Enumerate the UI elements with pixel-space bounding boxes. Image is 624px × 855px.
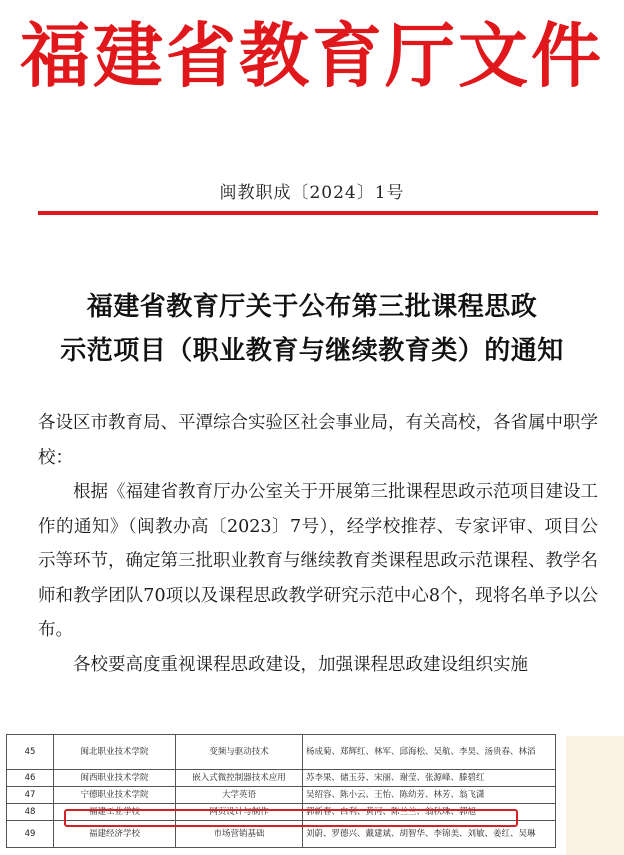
document-number: 闽教职成〔2024〕1号: [219, 183, 405, 203]
row-number: 46: [7, 770, 54, 787]
members-cell: 吴绍容、陈小云、王怡、陈幼芳、林芳、翁飞潇: [303, 787, 556, 804]
body-paragraph-2: 各校要高度重视课程思政建设，加强课程思政建设组织实施: [73, 654, 528, 675]
table-row: [7, 787, 556, 804]
page-gap: [0, 704, 624, 734]
table-row: [7, 735, 556, 770]
project-cell: 市场营销基础: [176, 821, 303, 848]
notice-body: [38, 406, 598, 682]
masthead-title: 福建省教育厅文件: [20, 14, 604, 97]
project-cell: 大学英语: [176, 787, 303, 804]
table-row: [7, 770, 556, 787]
notice-title-line-1: 福建省教育厅关于公布第三批课程思政: [86, 292, 538, 322]
side-shade: [566, 736, 624, 855]
table-row: [7, 821, 556, 848]
members-cell: 苏李果、储玉芬、宋丽、谢莹、张源峰、滕碧红: [303, 770, 556, 787]
school-cell: 闽西职业技术学院: [54, 770, 176, 787]
red-divider: [38, 211, 598, 215]
project-cell: 网页设计与制作: [176, 804, 303, 821]
body-paragraph-1: 根据《福建省教育厅办公室关于开展第三批课程思政示范项目建设工作的通知》（闽教办高〔2023〕7号），经学校推荐、专家评审、项目公示等环节，确定第三批职业教育与继续教育类课程思政示范课程、教学名师和教学团队70项以及课程思政教学研究示范中心8个，现将名单予以公布。: [38, 482, 598, 640]
school-cell: 福建工业学校: [54, 804, 176, 821]
project-table-excerpt: [6, 734, 556, 848]
addressee-paragraph: 各设区市教育局、平潭综合实验区社会事业局，有关高校，各省属中职学校：: [38, 413, 598, 468]
members-cell: 杨成菊、郑辉红、林军、邱海松、吴航、李昊、汤贵春、林滔: [303, 735, 556, 770]
project-cell: 变频与驱动技术: [176, 735, 303, 770]
school-cell: 宁德职业技术学院: [54, 787, 176, 804]
project-table: [6, 734, 556, 848]
school-cell: 福建经济学校: [54, 821, 176, 848]
members-cell: 郭新春、白利、黄河、陈兰兰、翁秋珠、郭旭: [303, 804, 556, 821]
members-cell: 刘蔚、罗德兴、戴建斌、胡智华、李锦美、刘敏、姜红、吴琳: [303, 821, 556, 848]
project-cell: 嵌入式微控制器技术应用: [176, 770, 303, 787]
row-number: 48: [7, 804, 54, 821]
school-cell: 闽北职业技术学院: [54, 735, 176, 770]
row-number: 45: [7, 735, 54, 770]
row-number: 49: [7, 821, 54, 848]
notice-title-line-2: 示范项目（职业教育与继续教育类）的通知: [60, 336, 564, 366]
row-number: 47: [7, 787, 54, 804]
table-row-highlighted: [7, 804, 556, 821]
